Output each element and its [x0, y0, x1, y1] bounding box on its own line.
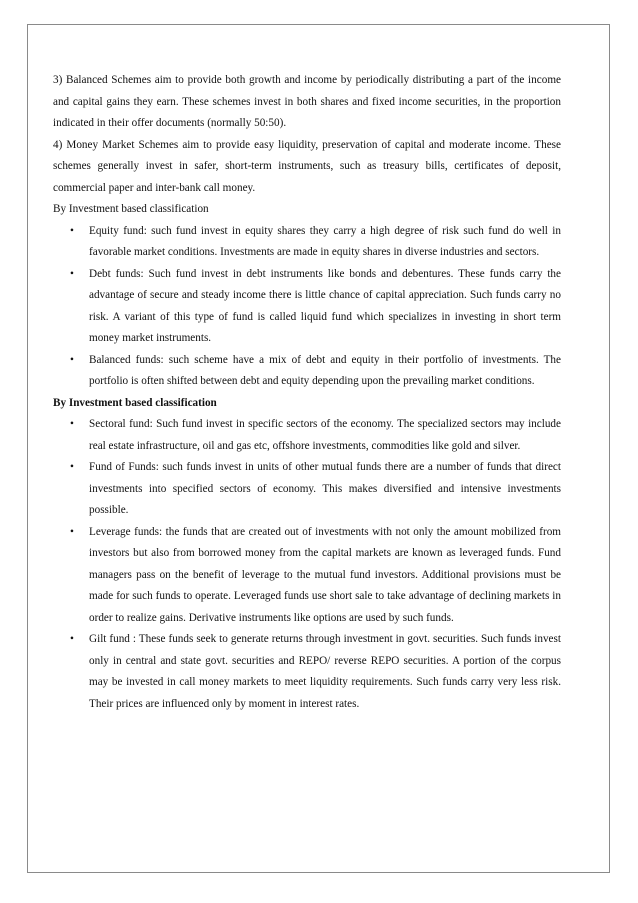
- list-item-text: Debt funds: Such fund invest in debt instruments like bonds and debentures. These funds carry the advantage of secure and steady income there is little chance of capital appreciation. Such funds carry no risk. A variant of this type of fund is called liquid fund which specializes in investing in short term money market instruments.: [89, 267, 561, 344]
- list-item: [53, 457, 561, 522]
- list-item-text: Balanced funds: such scheme have a mix of debt and equity in their portfolio of investments. The portfolio is often shifted between debt and equity depending upon the prevailing market conditions.: [89, 353, 561, 387]
- list-item: [53, 264, 561, 350]
- bullet-icon: •: [70, 418, 74, 430]
- list-item-text: Equity fund: such fund invest in equity shares they carry a high degree of risk such fund do well in favorable market conditions. Investments are made in equity shares in diverse industries and sectors.: [89, 224, 561, 258]
- paragraph-balanced-schemes: 3) Balanced Schemes aim to provide both growth and income by periodically distributing a part of the income and capital gains they earn. These schemes invest in both shares and fixed income securities, in the proportion indicated in their offer documents (normally 50:50).: [53, 74, 561, 129]
- bullet-list-fund-types: [53, 221, 561, 393]
- list-item: [53, 414, 561, 457]
- bullet-icon: •: [70, 461, 74, 473]
- bullet-icon: •: [70, 224, 74, 237]
- bullet-list-specialized-funds: [53, 414, 561, 715]
- list-item-text: Gilt fund : These funds seek to generate returns through investment in govt. securities. Such funds invest only in central and state govt. securities and REPO/ reverse REPO securities. A portion of the corpus may be invested in call money markets to meet liquidity requirements. Such funds carry very less risk. Their prices are influenced only by moment in interest rates.: [89, 633, 561, 710]
- list-item-text: Leverage funds: the funds that are created out of investments with not only the amount mobilized from investors but also from borrowed money from the capital markets are known as leveraged funds. Fund managers pass on the benefit of leverage to the mutual fund investors. Additional provisions must be made for such funds to operate. Leveraged funds use short sale to take advantage of declining markets in order to realize gains. Derivative instruments like options are used by such funds.: [89, 525, 561, 624]
- list-item: [53, 350, 561, 393]
- bullet-icon: •: [70, 267, 74, 280]
- list-item-text: Sectoral fund: Such fund invest in specific sectors of the economy. The specialized sectors may include real estate infrastructure, oil and gas etc, offshore investments, commodities like gold and silver.: [89, 418, 561, 452]
- bullet-icon: •: [70, 525, 74, 538]
- list-item: [53, 522, 561, 630]
- list-item-text: Fund of Funds: such funds invest in units of other mutual funds there are a number of funds that direct investments into specified sectors of economy. This makes diversified and intensive investments possible.: [89, 461, 561, 516]
- section-heading-investment-classification: By Investment based classification: [53, 203, 209, 215]
- section-heading-investment-classification-bold: By Investment based classification: [53, 396, 217, 409]
- bullet-icon: •: [70, 633, 74, 645]
- list-item: [53, 629, 561, 715]
- bullet-icon: •: [70, 353, 74, 366]
- document-body: [53, 70, 561, 715]
- paragraph-money-market-schemes: 4) Money Market Schemes aim to provide easy liquidity, preservation of capital and moderate income. These schemes generally invest in safer, short-term instruments, such as treasury bills, certificates of deposit, commercial paper and inter-bank call money.: [53, 138, 561, 194]
- list-item: [53, 221, 561, 264]
